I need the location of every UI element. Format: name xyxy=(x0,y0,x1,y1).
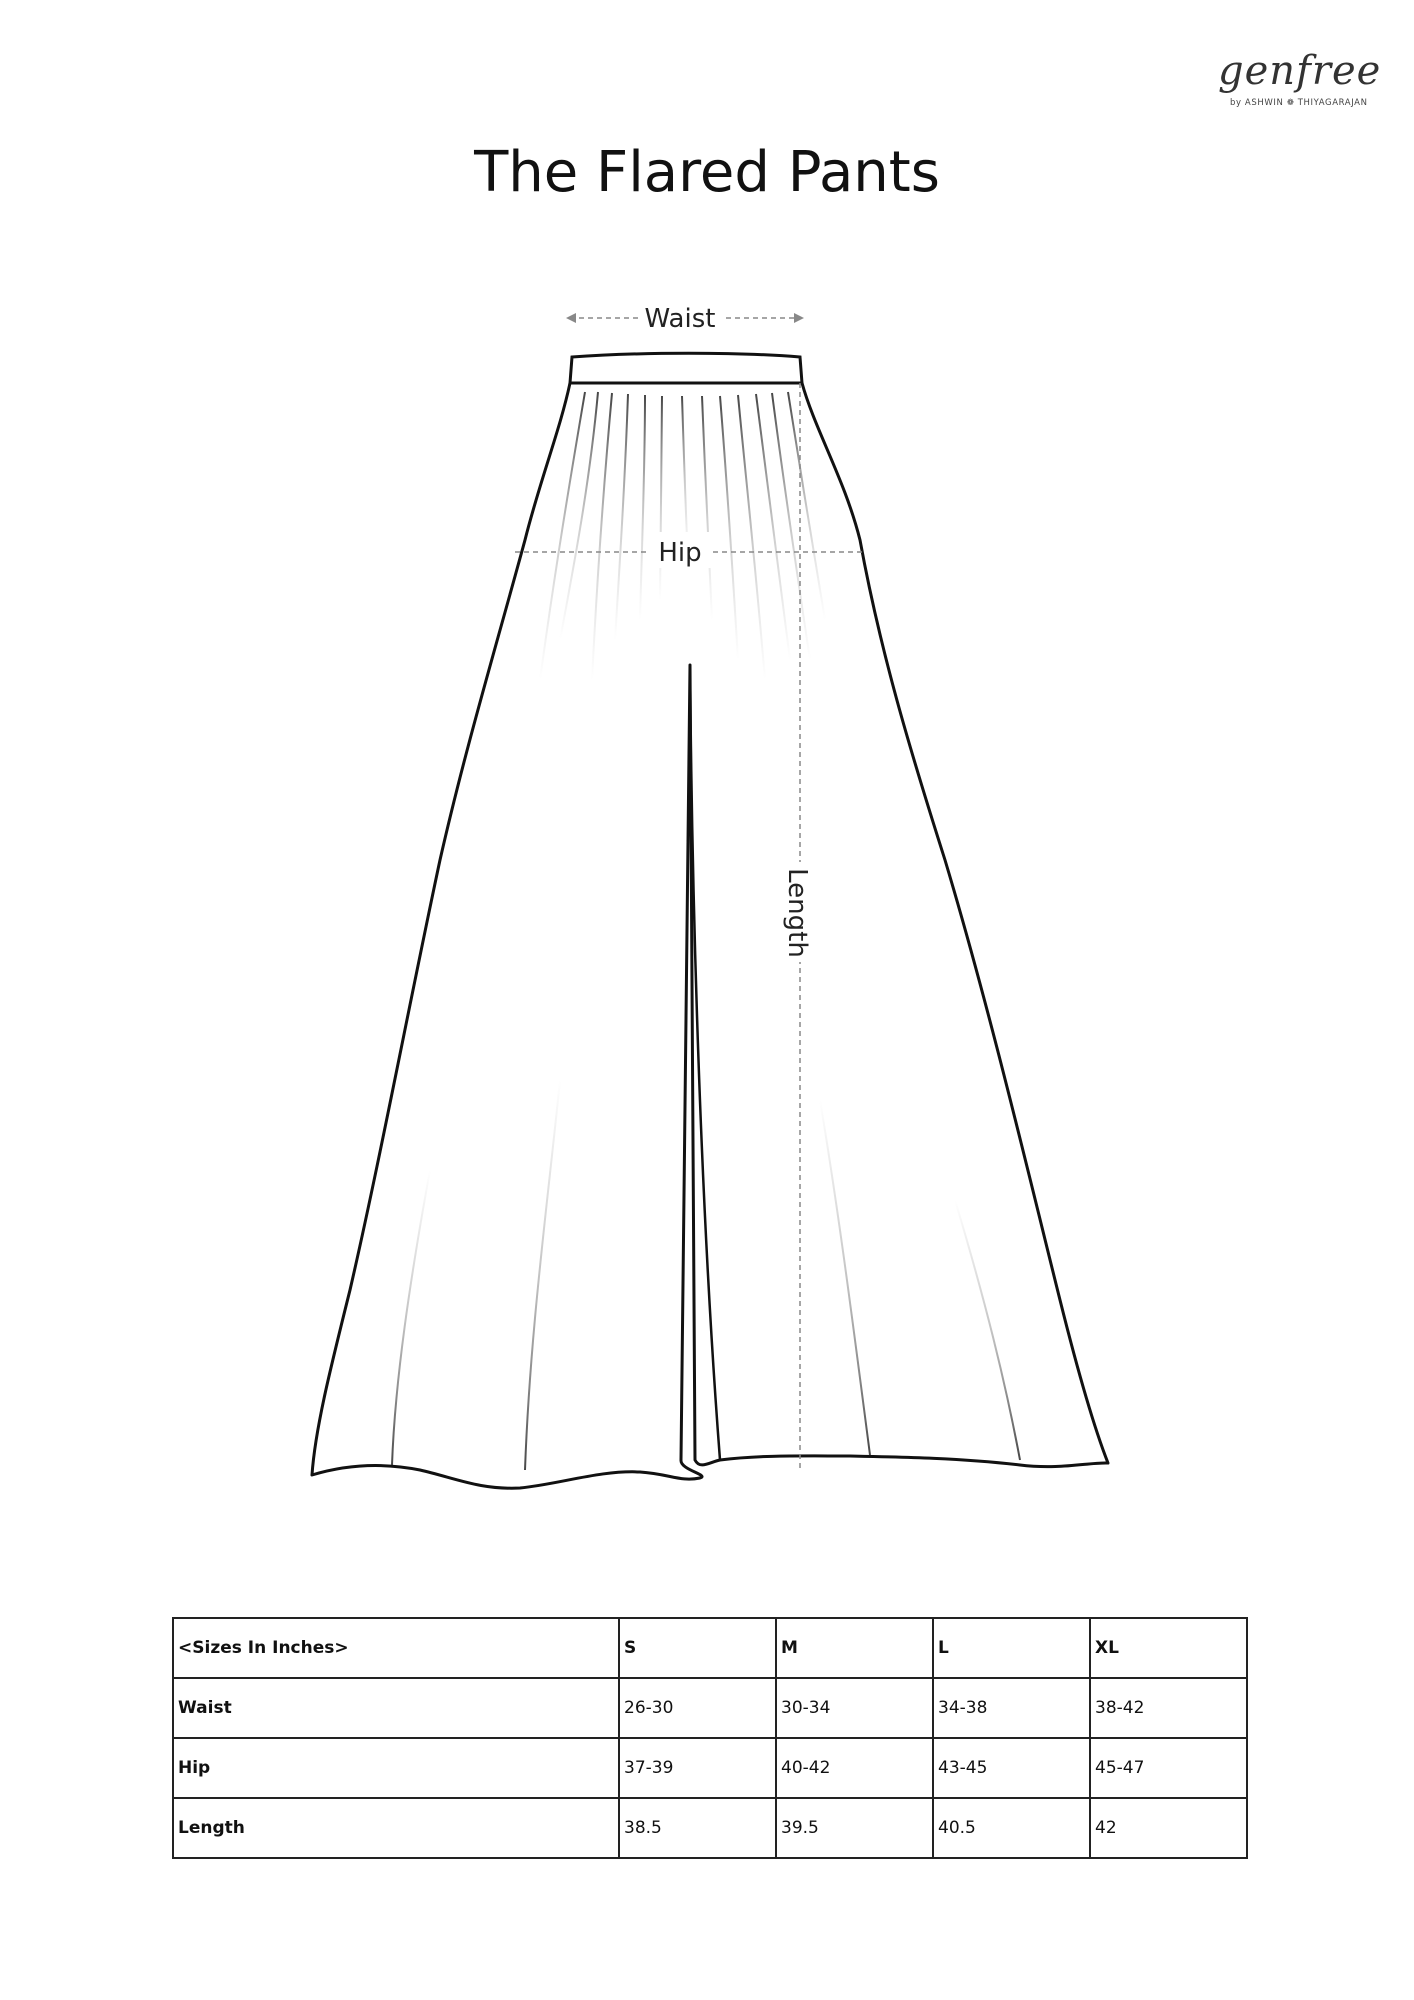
table-header-cell: M xyxy=(776,1618,933,1678)
length-label: Length xyxy=(782,868,812,958)
table-row xyxy=(173,1798,1247,1858)
hip-label: Hip xyxy=(658,538,702,568)
table-cell: 45-47 xyxy=(1090,1738,1247,1798)
table-cell: 34-38 xyxy=(933,1678,1090,1738)
size-chart-table xyxy=(172,1617,1248,1859)
table-cell: 37-39 xyxy=(619,1738,776,1798)
table-cell: 40.5 xyxy=(933,1798,1090,1858)
table-row xyxy=(173,1678,1247,1738)
table-cell: 42 xyxy=(1090,1798,1247,1858)
table-cell: 40-42 xyxy=(776,1738,933,1798)
table-row-label: Waist xyxy=(173,1678,619,1738)
table-header-cell: <Sizes In Inches> xyxy=(173,1618,619,1678)
brand-name: genfree xyxy=(1218,48,1382,94)
table-cell: 43-45 xyxy=(933,1738,1090,1798)
table-header-row xyxy=(173,1618,1247,1678)
table-header-cell: XL xyxy=(1090,1618,1247,1678)
table-row-label: Length xyxy=(173,1798,619,1858)
table-cell: 38.5 xyxy=(619,1798,776,1858)
table-row-label: Hip xyxy=(173,1738,619,1798)
table-row xyxy=(173,1738,1247,1798)
page-title: The Flared Pants xyxy=(474,140,940,205)
brand-byline: by ASHWIN ❁ THIYAGARAJAN xyxy=(1230,98,1368,108)
table-cell: 38-42 xyxy=(1090,1678,1247,1738)
table-cell: 30-34 xyxy=(776,1678,933,1738)
table-cell: 26-30 xyxy=(619,1678,776,1738)
waist-label: Waist xyxy=(644,304,716,334)
table-header-cell: S xyxy=(619,1618,776,1678)
table-header-cell: L xyxy=(933,1618,1090,1678)
table-cell: 39.5 xyxy=(776,1798,933,1858)
